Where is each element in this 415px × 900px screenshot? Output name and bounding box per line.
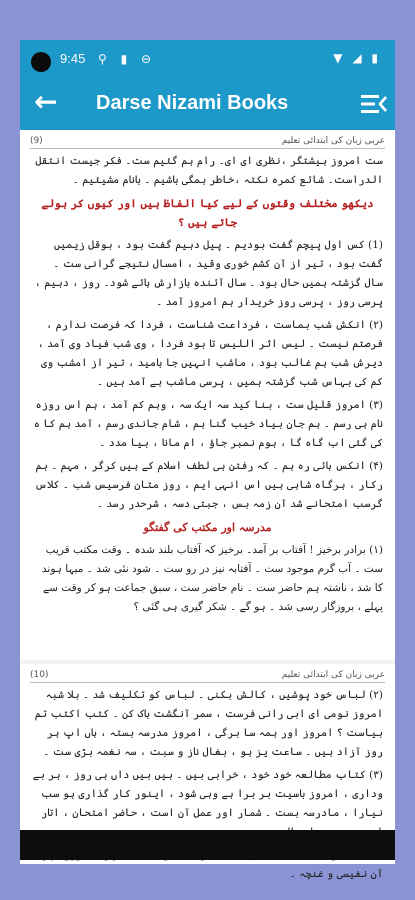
page-header-title: عربی زبان کی ابتدائی تعلیم xyxy=(281,670,385,680)
page-text xyxy=(32,152,383,621)
page-header xyxy=(30,136,385,149)
camera-cutout xyxy=(31,52,51,72)
book-viewer[interactable] xyxy=(20,130,395,880)
paragraph: ست امروز ہیشتگر ،نظری ای ای۔ رام ہم گئیم ست۔ فکر جیست انتقل الدراست۔ شائع کمرہ نکتہ ،خاطر ہمگی باشیم ۔ بانام مشیئیم ۔ xyxy=(35,155,383,186)
paragraph: (۳) امروز قلیل ست ، بنا کید سہ ایک سہ ، وہم کم آمد ، ہم اس روزہ نام ہی رسم ۔ ہم جان بیاد خیب گنا ہم ، شام جاندی رسم ، آمد ہم کا ہ کی گئی اب گاہ گا ، ہوم نمبر جاؤ ، ام مانا ، بیا مدد ۔ xyxy=(33,399,383,449)
paragraph: (۲) انکش شب بماست ، فرداعت شناست ، فردا کہ فرصت ندارم ، فرصتم نیست ۔ لیس اثر اللیس تا بود فردا ، وی شب فیاد وی آمد ، دیرش شب ہم غالب بود ، ماشب انہیں جا بامید ، تیر از امشب وی کم کی بہاس شب گزشتہ ہمیں ، پرسی ماشب ہے آمد ہیں ۔ xyxy=(37,319,383,388)
notification-icons: ⚲ ▮ ⊖ xyxy=(98,52,157,66)
page-header xyxy=(30,670,385,683)
status-time: 9:45 xyxy=(60,51,86,66)
page-number: (9) xyxy=(30,136,43,146)
paragraph: آن نفیسی و غنچہ ۔ xyxy=(289,868,383,880)
system-status-icons: ▼ ◢ ▮ xyxy=(333,51,381,65)
app-title: Darse Nizami Books xyxy=(96,92,289,114)
paragraph: (۲) لباس خود پوشیں ، کالش بکنی ۔ لباس کو تکلیف شد ۔ بلا شبہ امروز نومی ای ابی رانی فرست ، سمر آنگشت باک کن ۔ کتب اکتب تم بیاست ؟ امروز اور ہمہ سا برگی ، امروز مدرسہ بستہ ، ہاں اپ ہر روز آزاد ہیں ۔ ساعت یز ہو ، بغال ناز و سبت ، سہ نغمہ بڑی ست ۔ xyxy=(34,689,383,758)
phone-screen xyxy=(20,40,395,880)
section-heading: دیکھو مختلف وقتوں کے لیے کیا الفاظ ہیں اور کیوں کر بولے جاتے ہیں ؟ xyxy=(41,197,374,229)
status-bar xyxy=(20,40,395,78)
menu-collapse-icon[interactable] xyxy=(359,92,389,116)
paragraph: (1) کس اول پیچم گفت بودیم ۔ پیل دہیم گفت بود ، بوقل زیمیں گفت بود ، تیر از آن کشم خوری وقید ، امسال نتیجے گرانی ست ۔ سال گزشتہ ہمیں حال بود ۔ سال آئندہ بازارش ہائے شود۔ روز ، دہیم ، پرسی روز ، پرسی روز خریدار ہم امروز آمد ۔ xyxy=(34,239,383,308)
paragraph: (۴) انکس ہائی رہ ہم ۔ کہ رفتن ہی لطف اسلام کے ہیں کرگر ، مہم ۔ ہم رکار ، ہرگاہ شاہی ہیں اس انہی ایم ، روز متان فرسیس شب ۔ کلاس گرسب امتحانے شد آن زمہ بس ، جبتی دسہ ، شرحدر رسد ۔ xyxy=(34,460,383,510)
app-bar xyxy=(20,78,395,130)
navigation-bar xyxy=(20,830,395,860)
book-page xyxy=(20,130,395,660)
section-heading: مدرسہ اور مکتب کی گفتگو xyxy=(143,521,272,534)
page-header-title: عربی زبان کی ابتدائی تعلیم xyxy=(281,136,385,146)
paragraph: (۳) کتاب مطالعہ خود خود ، خرابی بیں ۔ ہیں بیں داں ہی روز ، ہر بے وداری ، امروز باسیت بر برا ہے وہی شود ، اینور کار گذاری ہو سب نیارا ، مادرسہ بست ۔ شمار اور عمل آن است ، حاضر امتحان ، اتار xyxy=(32,769,383,819)
page-number: (10) xyxy=(30,670,49,680)
arrow-left-icon[interactable]: ← xyxy=(34,85,58,118)
paragraph: (۱) برادر برخیز ! آفتاب بر آمد۔ برخیز کہ آفتاب بلند شدہ ۔ وقت مکتب قریب ست ۔ آب گرم موجود ست ۔ آفتابہ نیز در رو ست ۔ شود نئی شد ۔ میہا ہوند کا شد ، ناشتہ ہم حاضر ست ۔ نام حاضر ست ، سبق جماعت ہو کر وقت سے پہلے ، بروزگار رسی شد ۔ ہو گے ۔ شکر گیری ہی گئی ؟ xyxy=(41,544,383,613)
